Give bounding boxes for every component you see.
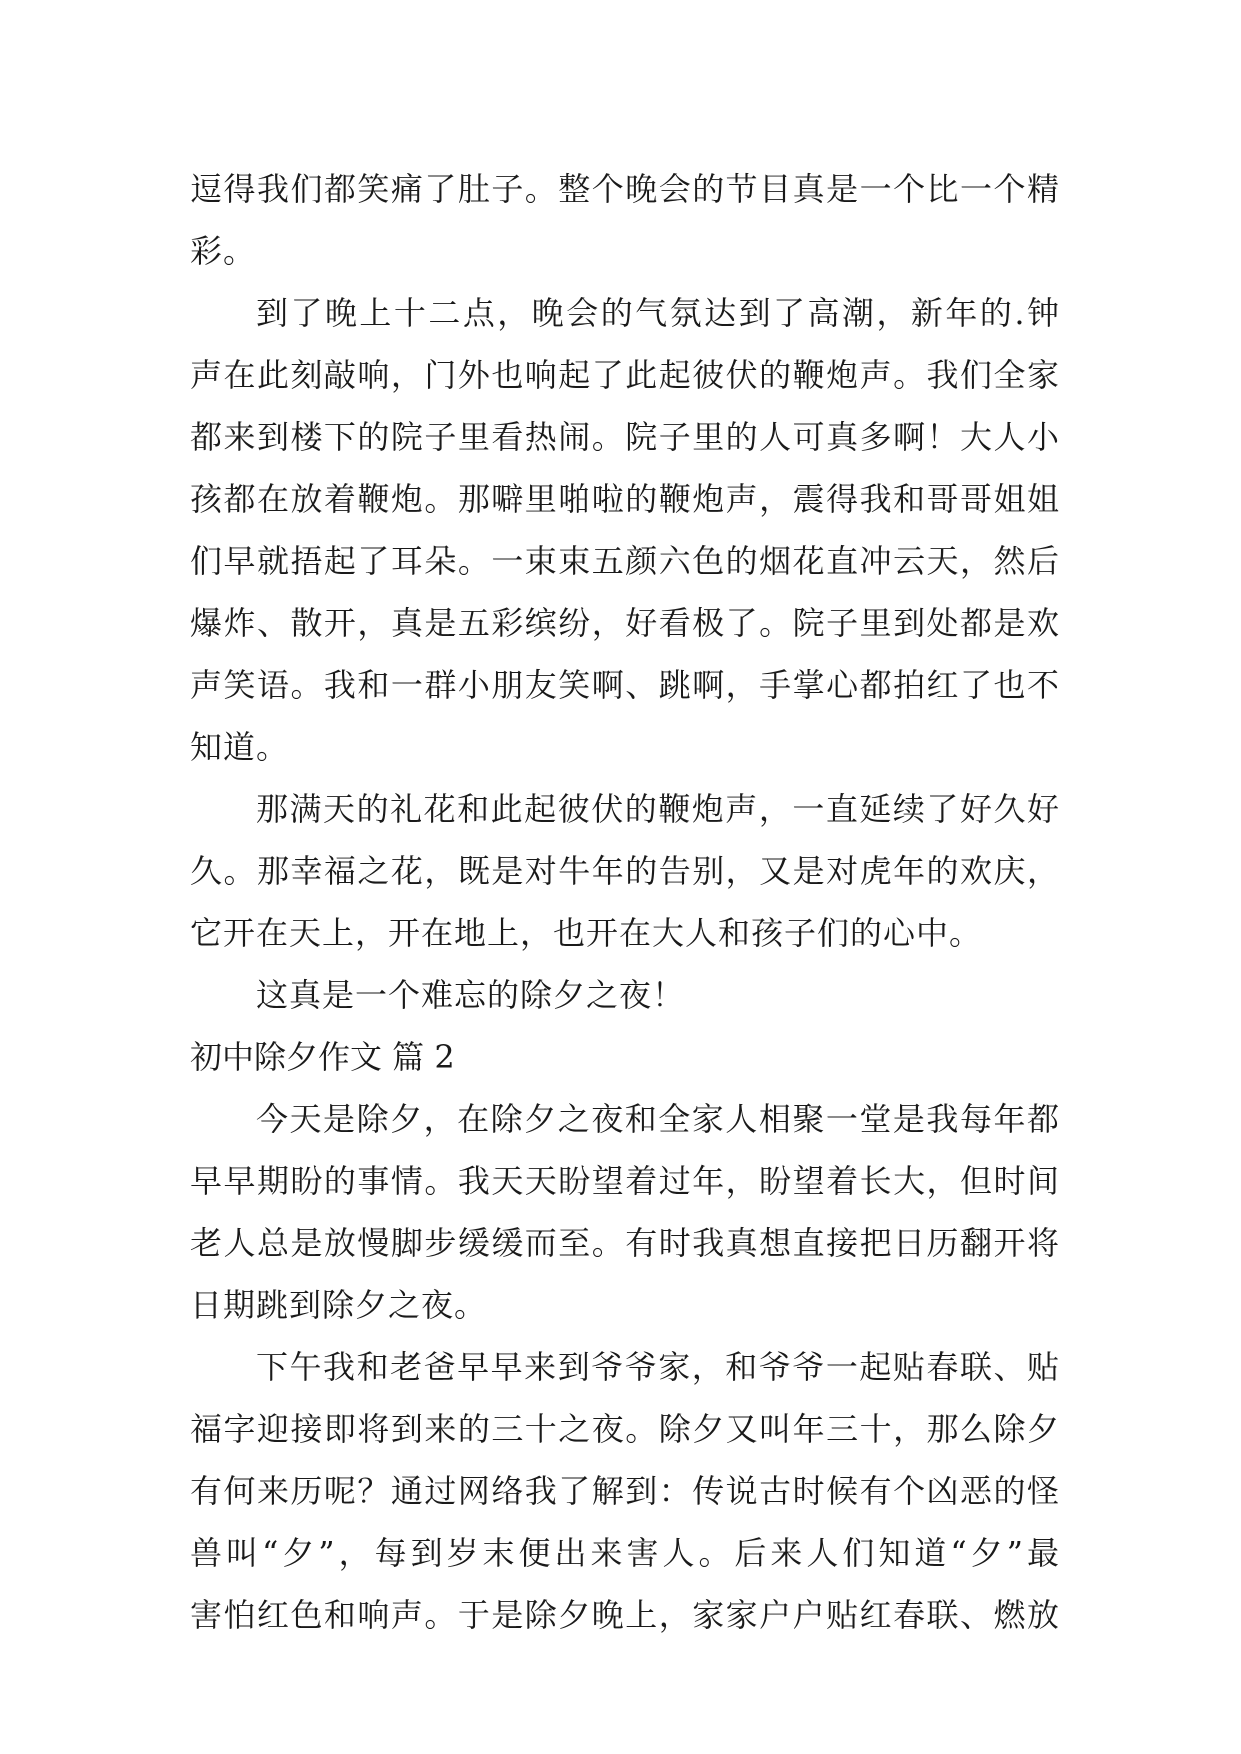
- text-line: 今天是除夕，在除夕之夜和全家人相聚一堂是我每年都: [256, 1100, 1060, 1138]
- text-line: 彩。: [190, 232, 257, 270]
- document-body: [190, 158, 1060, 1646]
- text-line: 到了晚上十二点，晚会的气氛达到了高潮，新年的.钟: [256, 294, 1060, 332]
- text-line: 兽叫“夕”，每到岁末便出来害人。后来人们知道“夕”最: [190, 1534, 1060, 1572]
- text-line: 老人总是放慢脚步缓缓而至。有时我真想直接把日历翻开将: [190, 1224, 1060, 1262]
- essay-part-2: [190, 1088, 1060, 1646]
- text-line: 早早期盼的事情。我天天盼望着过年，盼望着长大，但时间: [190, 1162, 1060, 1200]
- text-line: 逗得我们都笑痛了肚子。整个晚会的节目真是一个比一个精: [190, 170, 1060, 208]
- text-line: 孩都在放着鞭炮。那噼里啪啦的鞭炮声，震得我和哥哥姐姐: [190, 480, 1060, 518]
- text-line: 都来到楼下的院子里看热闹。院子里的人可真多啊！大人小: [190, 418, 1060, 456]
- text-line: 日期跳到除夕之夜。: [190, 1286, 488, 1324]
- text-line: 声在此刻敲响，门外也响起了此起彼伏的鞭炮声。我们全家: [190, 356, 1060, 394]
- essay-heading: 初中除夕作文 篇 2: [190, 1038, 455, 1076]
- text-line: 久。那幸福之花，既是对牛年的告别，又是对虎年的欢庆，: [190, 852, 1060, 890]
- essay-part-1: [190, 158, 1060, 1026]
- text-line: 害怕红色和响声。于是除夕晚上，家家户户贴红春联、燃放: [190, 1596, 1060, 1634]
- text-line: 下午我和老爸早早来到爷爷家，和爷爷一起贴春联、贴: [256, 1348, 1060, 1386]
- text-line: 那满天的礼花和此起彼伏的鞭炮声，一直延续了好久好: [256, 790, 1060, 828]
- text-line: 有何来历呢？通过网络我了解到：传说古时候有个凶恶的怪: [190, 1472, 1060, 1510]
- text-line: 爆炸、散开，真是五彩缤纷，好看极了。院子里到处都是欢: [190, 604, 1060, 642]
- text-line: 福字迎接即将到来的三十之夜。除夕又叫年三十，那么除夕: [190, 1410, 1060, 1448]
- text-line: 们早就捂起了耳朵。一束束五颜六色的烟花直冲云天，然后: [190, 542, 1060, 580]
- text-line: 知道。: [190, 728, 290, 766]
- text-line: 这真是一个难忘的除夕之夜！: [256, 976, 686, 1014]
- text-line: 它开在天上，开在地上，也开在大人和孩子们的心中。: [190, 914, 983, 952]
- text-line: 声笑语。我和一群小朋友笑啊、跳啊，手掌心都拍红了也不: [190, 666, 1060, 704]
